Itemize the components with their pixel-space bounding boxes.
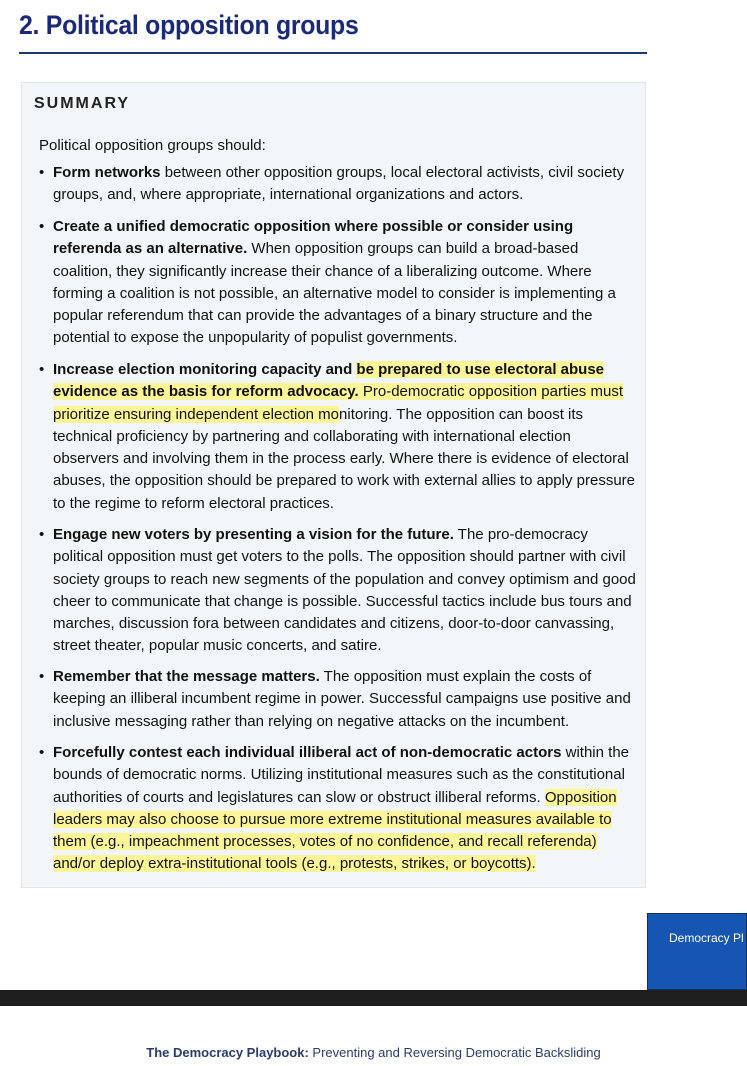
highlighted-text: Pro-democratic opposition parties must prioritize ensuring independent election mo	[53, 383, 623, 423]
summary-heading: SUMMARY	[34, 95, 131, 112]
footer-subtitle: Preventing and Reversing Democratic Backsliding	[308, 1045, 601, 1060]
summary-bullet-unified-opposition	[39, 216, 638, 350]
bullet-bold-text: Create a unified democratic opposition where possible or consider using referenda as an alternative.	[53, 218, 574, 258]
summary-bullet-form-networks	[39, 162, 638, 207]
bullet-bold-text: Forcefully contest each individual illiberal act of non-democratic actors	[53, 744, 562, 761]
summary-intro: Political opposition groups should:	[39, 137, 266, 154]
summary-bullet-engage-voters	[39, 524, 638, 658]
footer-title: The Democracy Playbook:	[146, 1045, 309, 1060]
summary-box	[21, 82, 646, 888]
bullet-bold-text: Form networks	[53, 164, 161, 181]
summary-bullet-election-monitoring	[39, 359, 638, 515]
bullet-marker: •	[39, 744, 45, 761]
side-tab-democracy-playbook[interactable]	[647, 913, 747, 990]
bullet-marker: •	[39, 218, 45, 235]
page-separator-bar	[0, 990, 747, 1006]
bullet-marker: •	[39, 164, 45, 181]
bullet-text: The pro-democracy political opposition must get voters to the polls. The opposition should partner with civil society groups to reach new segments of the population and convey optimism and good cheer to communicate that change is possible. Successful tactics include bus tours and marches, discussion fora between candidates and citizens, door-to-door canvassing, street theater, popular music concerts, and satire.	[53, 526, 636, 655]
bullet-marker: •	[39, 526, 45, 543]
title-divider	[19, 52, 647, 54]
page-footer	[0, 1045, 747, 1060]
page-title: 2. Political opposition groups	[19, 10, 359, 40]
side-tab-label: Democracy Pl	[669, 931, 744, 945]
bullet-bold-text: Engage new voters by presenting a vision for the future.	[53, 526, 454, 543]
bullet-text: When opposition groups can build a broad-based coalition, they significantly increase their chance of a liberalizing outcome. Where forming a coalition is not possible, an alternative model to consider is implementing a popular referendum that can provide the advantages of a binary structure and the potential to expose the unpopularity of populist governments.	[53, 240, 616, 347]
summary-bullet-contest-illiberal-acts	[39, 742, 638, 876]
highlighted-bold-text: be prepared to use electoral abuse evidence as the basis for reform advocacy.	[53, 361, 605, 401]
bullet-text: between other opposition groups, local electoral activists, civil society groups, and, where appropriate, international organizations and actors.	[53, 164, 625, 204]
bullet-text: The opposition must explain the costs of keeping an illiberal incumbent regime in power. Successful campaigns use positive and inclusive messaging rather than relying on negative attacks on the incumbent.	[53, 668, 631, 730]
bullet-marker: •	[39, 668, 45, 685]
bullet-marker: •	[39, 361, 45, 378]
bullet-text: within the bounds of democratic norms. Utilizing institutional measures such as the constitutional authorities of courts and legislatures can slow or obstruct illiberal reforms.	[53, 744, 630, 806]
bullet-bold-text: Remember that the message matters.	[53, 668, 320, 685]
bullet-text: nitoring. The opposition can boost its technical proficiency by partnering and collaborating with international election observers and involving them in the process early. Where there is evidence of electoral abuses, the opposition should be prepared to work with external allies to apply pressure to the regime to reform electoral practices.	[53, 405, 636, 512]
bullet-bold-text: Increase election monitoring capacity and	[53, 361, 357, 378]
summary-bullet-message-matters	[39, 666, 638, 733]
highlighted-text: Opposition leaders may also choose to pursue more extreme institutional measures available to them (e.g., impeachment processes, votes of no confidence, and recall referenda) and/or deploy extra-institutional tools (e.g., protests, strikes, or boycotts).	[53, 788, 617, 873]
